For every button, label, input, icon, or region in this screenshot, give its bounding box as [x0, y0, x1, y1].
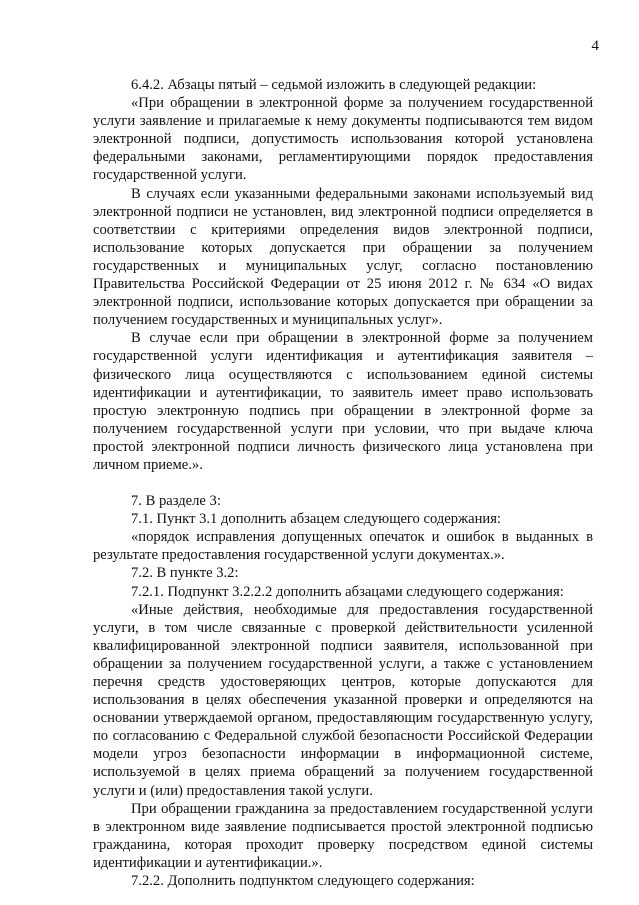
- paragraph-citizen-application: При обращении гражданина за предоставлением государственной услуги в электронном виде заявление подписывается простой электронной подписью гражданина, которая проходит проверку посредством единой системы идентификации и аутентификации.».: [93, 800, 593, 871]
- paragraph-simple-signature-condition: В случае если при обращении в электронной форме за получением государственной услуги идентификация и аутентификация заявителя – физического лица осуществляются с использованием единой системы идентификации и аутентификации, то заявитель имеет право использовать простую электронную подпись при обращении в электронной форме за получением государственной услуги при условии, что при выдаче ключа простой электронной подписи личность физического лица установлена при личном приеме.».: [93, 330, 593, 473]
- document-body: [93, 76, 593, 890]
- paragraph-7-2: 7.2. В пункте 3.2:: [131, 565, 239, 582]
- paragraph-signature-type-criteria: В случаях если указанными федеральными законами используемый вид электронной подписи не установлен, вид электронной подписи определяется в соответствии с критериями определения видов электронной подписи, использование которых допускается при обращении за получением государственных и муниципальных услуг, согласно постановлению Правительства Российской Федерации от 25 июня 2012 г. № 634 «О видах электронной подписи, использование которых допускается при обращении за получением государственных и муниципальных услуг».: [93, 185, 593, 329]
- paragraph-7-1-text: «порядок исправления допущенных опечаток и ошибок в выданных в результате предоставления государственной услуги документах.».: [93, 529, 593, 564]
- paragraph-7-2-2: 7.2.2. Дополнить подпунктом следующего содержания:: [131, 873, 475, 890]
- paragraph-7-2-1-text: «Иные действия, необходимые для предоставления государственной услуги, в том числе связанные с проверкой действительности усиленной квалифицированной электронной подписи заявителя, использованной при обращении за получением государственной услуги, а также с установлением перечня средств удостоверяющих центров, которые допускаются для использования в целях обеспечения указанной проверки и определяются на основании утверждаемой органом, предоставляющим государственную услугу, по согласованию с Федеральной службой безопасности Российской Федерации модели угроз безопасности информации в информационной системе, используемой в целях приема обращений за получением государственной услуги и (или) предоставления такой услуги.: [93, 601, 593, 799]
- paragraph-section-7-heading: 7. В разделе 3:: [131, 493, 221, 510]
- paragraph-electronic-signature-rule: «При обращении в электронной форме за получением государственной услуги заявление и прилагаемые к нему документы подписываются тем видом электронной подписи, допустимость использования которой установлена федеральными законами, регламентирующими порядок предоставления государственной услуги.: [93, 95, 593, 184]
- paragraph-7-2-1: 7.2.1. Подпункт 3.2.2.2 дополнить абзацами следующего содержания:: [131, 583, 564, 600]
- paragraph-6-4-2-heading: 6.4.2. Абзацы пятый – седьмой изложить в следующей редакции:: [131, 77, 537, 93]
- paragraph-7-1: 7.1. Пункт 3.1 дополнить абзацем следующего содержания:: [131, 511, 501, 528]
- page-number: 4: [591, 38, 599, 54]
